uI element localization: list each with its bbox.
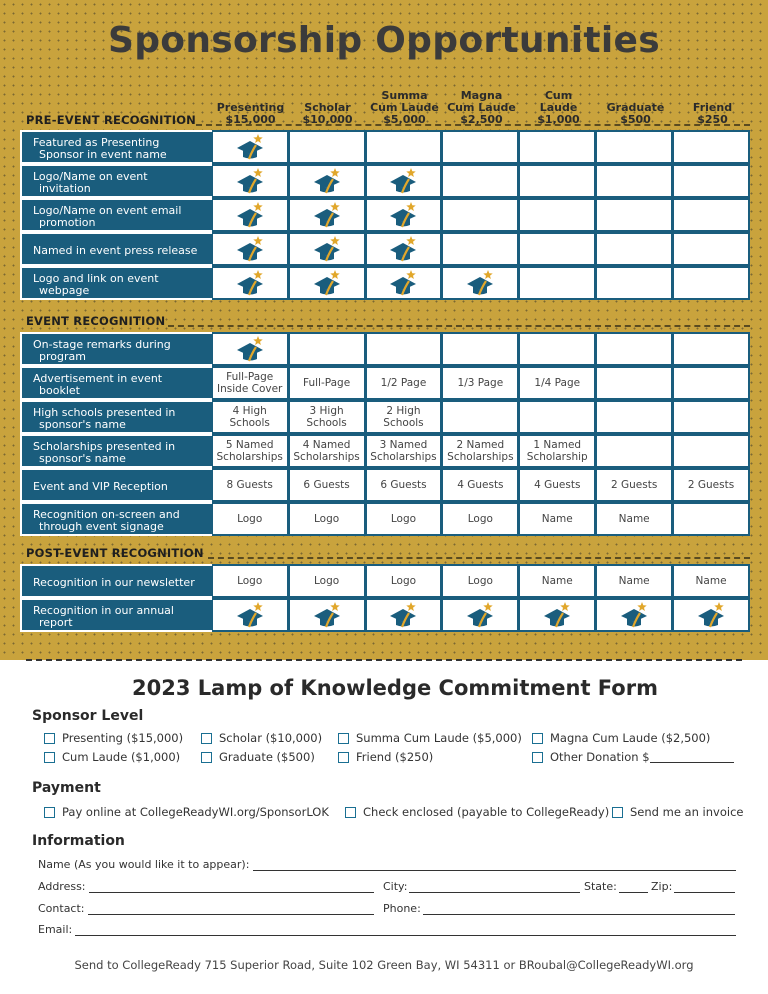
table-cell	[596, 164, 673, 198]
table-cell	[366, 598, 443, 632]
cell-text: Logo	[467, 575, 493, 587]
cell-text: Logo	[313, 575, 340, 587]
graduation-cap-star-icon	[233, 133, 267, 161]
column-name: Cum Laude	[447, 101, 516, 114]
email-field[interactable]: Email:	[38, 923, 736, 936]
option-cum-laude[interactable]: Cum Laude ($1,000)	[44, 750, 180, 764]
city-field[interactable]: City:	[383, 880, 580, 893]
table-cell	[519, 130, 596, 164]
table-cell	[366, 468, 443, 502]
graduation-cap-star-icon	[310, 601, 344, 629]
table-cell	[289, 468, 366, 502]
table-cell	[519, 266, 596, 300]
table-cell	[442, 266, 519, 300]
checkbox-cum-laude[interactable]	[44, 752, 55, 763]
table-cell	[596, 366, 673, 400]
column-amount: $2,500	[460, 113, 503, 126]
option-graduate[interactable]: Graduate ($500)	[201, 750, 315, 764]
row-label	[20, 332, 212, 366]
information-heading: Information	[32, 833, 125, 849]
table-cell	[673, 400, 750, 434]
table-cell	[519, 366, 596, 400]
cell-text: 2 Guests	[610, 479, 658, 491]
table-cell	[289, 164, 366, 198]
table-cell	[442, 400, 519, 434]
cell-text: 3 Named	[379, 439, 428, 451]
cell-text: Scholarships	[370, 451, 437, 463]
table-cell	[289, 232, 366, 266]
option-summa-cum-laude[interactable]: Summa Cum Laude ($5,000)	[338, 731, 522, 745]
row-label	[20, 366, 212, 400]
table-cell	[366, 266, 443, 300]
cell-text: 5 Named	[225, 439, 274, 451]
table-cell	[442, 232, 519, 266]
cell-text: Logo	[390, 513, 417, 525]
table-row	[20, 232, 750, 266]
cell-text: 6 Guests	[380, 479, 427, 491]
cell-text: Logo	[390, 575, 417, 587]
row-label-text: webpage	[39, 284, 90, 297]
row-label	[20, 164, 212, 198]
cell-text: Name	[541, 575, 573, 587]
sponsor-level-heading: Sponsor Level	[32, 708, 144, 724]
checkbox-magna-cum-laude[interactable]	[532, 733, 543, 744]
table-cell	[442, 434, 519, 468]
table-cell	[519, 332, 596, 366]
row-label-text: Scholarships presented in	[33, 440, 176, 453]
table-cell	[596, 400, 673, 434]
graduation-cap-star-icon	[233, 201, 267, 229]
table-cell	[673, 164, 750, 198]
option-friend[interactable]: Friend ($250)	[338, 750, 433, 764]
graduation-cap-star-icon	[310, 235, 344, 263]
graduation-cap-star-icon	[386, 269, 420, 297]
table-row	[20, 400, 750, 434]
table-cell	[673, 332, 750, 366]
email-input[interactable]	[75, 925, 736, 936]
cell-text: 2 Guests	[687, 479, 735, 491]
row-label-text: through event signage	[39, 520, 164, 533]
table-cell	[212, 400, 289, 434]
table-cell	[673, 502, 750, 536]
cell-text: 3 High	[309, 405, 344, 417]
table-cell	[366, 400, 443, 434]
row-label-text: Advertisement in event	[33, 372, 163, 385]
table-cell	[673, 232, 750, 266]
cell-text: 8 Guests	[226, 479, 273, 491]
table-cell	[366, 130, 443, 164]
graduation-cap-star-icon	[233, 167, 267, 195]
table-cell	[212, 332, 289, 366]
column-header-2	[366, 90, 443, 126]
graduation-cap-star-icon	[233, 235, 267, 263]
table-row	[20, 366, 750, 400]
table-cell	[366, 366, 443, 400]
column-name: Laude	[539, 101, 578, 114]
row-label-text: sponsor's name	[39, 452, 126, 465]
cell-text: Scholarships	[447, 451, 514, 463]
row-label-text: Recognition on-screen and	[33, 508, 180, 521]
row-label-text: Recognition in our newsletter	[33, 576, 195, 589]
table-cell	[673, 130, 750, 164]
table-cell	[289, 130, 366, 164]
address-field[interactable]: Address:	[38, 880, 374, 893]
section-label: PRE-EVENT RECOGNITION	[26, 113, 196, 127]
checkbox-check-enclosed[interactable]	[345, 807, 356, 818]
row-label-text: Featured as Presenting	[33, 136, 160, 149]
table-cell	[442, 332, 519, 366]
cell-text: Logo	[237, 575, 263, 587]
row-label	[20, 266, 212, 300]
column-header-3	[443, 90, 520, 126]
table-cell	[289, 366, 366, 400]
row-label-text: Logo and link on event	[33, 272, 159, 285]
cell-text: Logo	[467, 513, 493, 525]
cell-text: 1 Named	[533, 439, 582, 451]
graduation-cap-star-icon	[463, 601, 497, 629]
table-cell	[596, 434, 673, 468]
checkbox-send-invoice[interactable]	[612, 807, 623, 818]
table-row	[20, 164, 750, 198]
graduation-cap-star-icon	[233, 335, 267, 363]
row-label-text: Logo/Name on event email	[33, 204, 182, 217]
table-cell	[289, 266, 366, 300]
graduation-cap-star-icon	[310, 201, 344, 229]
zip-field[interactable]: Zip:	[651, 880, 735, 893]
column-name: Magna	[460, 89, 503, 102]
graduation-cap-star-icon	[694, 601, 728, 629]
table-cell	[596, 564, 673, 598]
cell-text: 4 Named	[302, 439, 351, 451]
table-cell	[212, 164, 289, 198]
table-row	[20, 332, 750, 366]
table-cell	[212, 434, 289, 468]
table-cell	[212, 564, 289, 598]
table-cell	[673, 434, 750, 468]
graduation-cap-star-icon	[386, 201, 420, 229]
zip-input[interactable]	[674, 882, 735, 893]
table-cell	[212, 130, 289, 164]
graduation-cap-star-icon	[463, 269, 497, 297]
cell-text: Scholarships	[216, 451, 283, 463]
table-cell	[519, 232, 596, 266]
cell-text: 1/2 Page	[380, 377, 427, 389]
checkbox-scholar[interactable]	[201, 733, 212, 744]
table-cell	[442, 366, 519, 400]
column-name: Presenting	[216, 101, 285, 114]
column-header-4	[520, 90, 597, 126]
graduation-cap-star-icon	[233, 601, 267, 629]
section-label: POST-EVENT RECOGNITION	[26, 546, 204, 560]
name-input[interactable]	[253, 860, 736, 871]
row-label-text: report	[39, 616, 73, 629]
phone-field[interactable]: Phone:	[383, 902, 735, 915]
option-check-enclosed[interactable]: Check enclosed (payable to CollegeReady)	[345, 805, 609, 819]
cell-text: Scholarship	[526, 451, 588, 463]
column-header-6	[674, 90, 751, 126]
row-label-text: Logo/Name on event	[33, 170, 148, 183]
table-cell	[366, 198, 443, 232]
table-cell	[596, 266, 673, 300]
table-cell	[442, 564, 519, 598]
row-label-text: Recognition in our annual	[33, 604, 174, 617]
cell-text: Name	[618, 575, 650, 587]
row-label	[20, 502, 212, 536]
cell-text: Name	[695, 575, 727, 587]
cell-text: Schools	[383, 417, 424, 429]
cell-text: Scholarships	[293, 451, 360, 463]
row-label-text: Sponsor in event name	[39, 148, 167, 161]
cell-text: Schools	[306, 417, 347, 429]
cell-text: 4 High	[232, 405, 267, 417]
table-cell	[673, 564, 750, 598]
option-pay-online[interactable]: Pay online at CollegeReadyWI.org/SponsorLOK	[44, 805, 329, 819]
checkbox-pay-online[interactable]	[44, 807, 55, 818]
cell-text: 2 Named	[456, 439, 505, 451]
state-input[interactable]	[619, 882, 648, 893]
option-scholar[interactable]: Scholar ($10,000)	[201, 731, 322, 745]
table-cell	[519, 502, 596, 536]
table-cell	[442, 598, 519, 632]
table-cell	[289, 198, 366, 232]
footer-mailing-info: Send to CollegeReady 715 Superior Road, Suite 102 Green Bay, WI 54311 or BRoubal@CollegeReadyWI.org	[74, 958, 694, 972]
table-cell	[212, 198, 289, 232]
column-name: Cum	[544, 89, 573, 102]
table-cell	[366, 502, 443, 536]
table-cell	[519, 468, 596, 502]
column-name: Scholar	[304, 101, 351, 114]
row-label-text: booklet	[39, 384, 80, 397]
row-label-text: Named in event press release	[33, 244, 198, 257]
table-cell	[519, 434, 596, 468]
table-cell	[673, 198, 750, 232]
section-divider	[168, 325, 750, 327]
cell-text: 1/3 Page	[457, 377, 504, 389]
state-field[interactable]: State:	[584, 880, 648, 893]
table-cell	[212, 468, 289, 502]
cell-text: 1/4 Page	[534, 377, 581, 389]
table-row	[20, 434, 750, 468]
table-cell	[519, 564, 596, 598]
checkbox-presenting[interactable]	[44, 733, 55, 744]
row-label	[20, 598, 212, 632]
page-title: Sponsorship Opportunities	[108, 20, 660, 61]
cell-text: Logo	[313, 513, 340, 525]
table-cell	[289, 400, 366, 434]
section-divider	[196, 124, 750, 126]
graduation-cap-star-icon	[310, 167, 344, 195]
row-label-text: High schools presented in	[33, 406, 176, 419]
row-label	[20, 564, 212, 598]
checkbox-graduate[interactable]	[201, 752, 212, 763]
cell-text: Logo	[237, 513, 263, 525]
row-label	[20, 232, 212, 266]
column-name: Friend	[692, 101, 733, 114]
name-field[interactable]: Name (As you would like it to appear):	[38, 858, 736, 871]
table-row	[20, 564, 750, 598]
table-cell	[519, 400, 596, 434]
table-cell	[289, 434, 366, 468]
graduation-cap-star-icon	[233, 269, 267, 297]
contact-field[interactable]: Contact:	[38, 902, 374, 915]
table-cell	[442, 130, 519, 164]
checkbox-other-donation[interactable]	[532, 752, 543, 763]
column-name: Summa	[381, 89, 428, 102]
row-label	[20, 468, 212, 502]
graduation-cap-star-icon	[386, 601, 420, 629]
city-input[interactable]	[409, 882, 580, 893]
table-cell	[212, 502, 289, 536]
table-cell	[366, 564, 443, 598]
column-header-5	[597, 90, 674, 126]
table-cell	[212, 598, 289, 632]
phone-input[interactable]	[423, 904, 735, 915]
table-cell	[366, 232, 443, 266]
form-title: 2023 Lamp of Knowledge Commitment Form	[132, 676, 658, 700]
cell-text: 2 High	[386, 405, 421, 417]
column-amount: $250	[697, 113, 728, 126]
contact-input[interactable]	[88, 904, 374, 915]
graduation-cap-star-icon	[617, 601, 651, 629]
cell-text: 4 Guests	[457, 479, 504, 491]
table-cell	[596, 130, 673, 164]
row-label-text: program	[39, 350, 86, 363]
row-label-text: invitation	[39, 182, 91, 195]
table-cell	[596, 198, 673, 232]
table-row	[20, 266, 750, 300]
column-amount: $5,000	[383, 113, 426, 126]
table-row	[20, 198, 750, 232]
cell-text: 4 Guests	[534, 479, 581, 491]
cut-line-divider	[26, 659, 742, 661]
row-label-text: sponsor's name	[39, 418, 126, 431]
option-send-invoice[interactable]: Send me an invoice	[612, 805, 743, 819]
graduation-cap-star-icon	[310, 269, 344, 297]
table-cell	[596, 598, 673, 632]
option-other-donation[interactable]: Other Donation $	[532, 750, 734, 764]
table-cell	[596, 232, 673, 266]
table-cell	[289, 332, 366, 366]
table-cell	[673, 468, 750, 502]
table-cell	[289, 598, 366, 632]
column-header-1	[289, 90, 366, 126]
cell-text: Name	[618, 513, 650, 525]
table-cell	[442, 164, 519, 198]
table-row	[20, 130, 750, 164]
table-cell	[442, 198, 519, 232]
table-cell	[289, 502, 366, 536]
table-row	[20, 598, 750, 632]
row-label	[20, 400, 212, 434]
graduation-cap-star-icon	[386, 235, 420, 263]
table-cell	[519, 164, 596, 198]
column-amount: $500	[620, 113, 651, 126]
cell-text: Inside Cover	[217, 383, 283, 395]
table-cell	[212, 232, 289, 266]
row-label-text: On-stage remarks during	[33, 338, 171, 351]
payment-heading: Payment	[32, 780, 101, 796]
cell-text: Schools	[229, 417, 270, 429]
table-cell	[366, 332, 443, 366]
option-magna-cum-laude[interactable]: Magna Cum Laude ($2,500)	[532, 731, 710, 745]
table-cell	[673, 266, 750, 300]
section-label: EVENT RECOGNITION	[26, 314, 166, 328]
row-label-text: Event and VIP Reception	[33, 480, 168, 493]
row-label	[20, 434, 212, 468]
other-donation-amount-input[interactable]	[650, 752, 734, 763]
row-label	[20, 198, 212, 232]
column-name: Cum Laude	[370, 101, 439, 114]
table-cell	[366, 434, 443, 468]
table-cell	[519, 598, 596, 632]
table-cell	[673, 366, 750, 400]
checkbox-friend[interactable]	[338, 752, 349, 763]
table-cell	[442, 502, 519, 536]
cell-text: Full-Page	[226, 371, 274, 383]
column-amount: $15,000	[225, 113, 276, 126]
table-cell	[596, 468, 673, 502]
graduation-cap-star-icon	[386, 167, 420, 195]
option-presenting[interactable]: Presenting ($15,000)	[44, 731, 183, 745]
table-cell	[366, 164, 443, 198]
column-header-0	[212, 90, 289, 126]
graduation-cap-star-icon	[540, 601, 574, 629]
column-name: Graduate	[606, 101, 665, 114]
table-cell	[596, 332, 673, 366]
table-cell	[212, 366, 289, 400]
table-cell	[596, 502, 673, 536]
table-row	[20, 502, 750, 536]
column-amount: $10,000	[302, 113, 353, 126]
table-cell	[519, 198, 596, 232]
address-input[interactable]	[89, 882, 374, 893]
section-divider	[208, 557, 750, 559]
cell-text: 6 Guests	[303, 479, 350, 491]
table-cell	[289, 564, 366, 598]
table-cell	[442, 468, 519, 502]
cell-text: Full-Page	[303, 377, 351, 389]
row-label-text: promotion	[39, 216, 96, 229]
table-cell	[673, 598, 750, 632]
table-row	[20, 468, 750, 502]
table-cell	[212, 266, 289, 300]
column-amount: $1,000	[537, 113, 580, 126]
cell-text: Name	[541, 513, 573, 525]
checkbox-summa-cum-laude[interactable]	[338, 733, 349, 744]
row-label	[20, 130, 212, 164]
